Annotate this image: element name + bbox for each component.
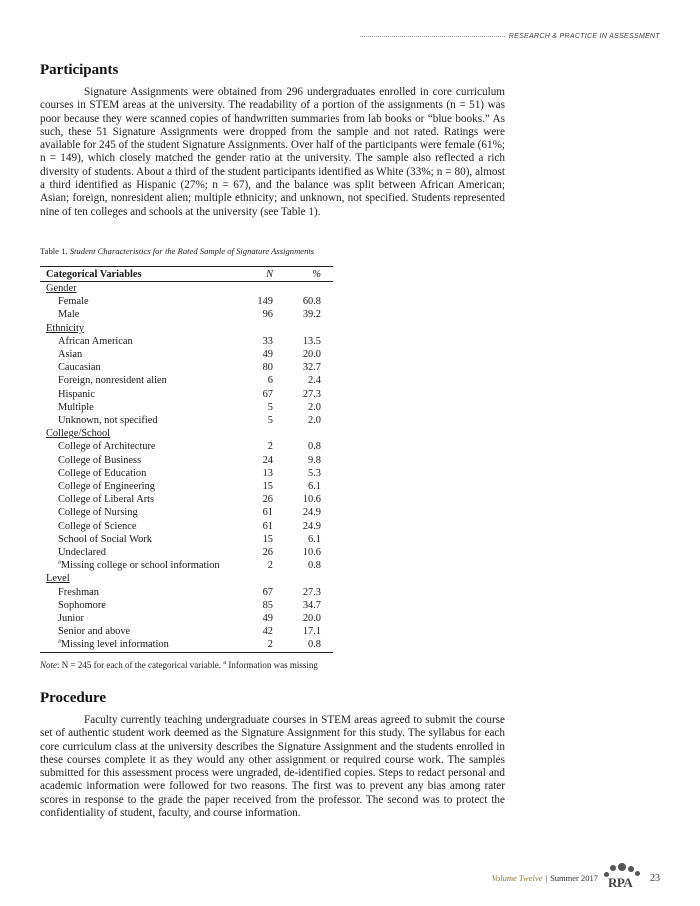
row-n: 61 bbox=[262, 507, 273, 519]
header-variables: Categorical Variables bbox=[40, 267, 237, 282]
row-pct: 39.2 bbox=[302, 309, 321, 321]
procedure-heading: Procedure bbox=[40, 690, 107, 706]
row-n: 2 bbox=[267, 560, 273, 572]
row-n: 15 bbox=[262, 533, 273, 545]
table-row bbox=[40, 533, 333, 546]
row-label bbox=[40, 414, 237, 427]
table-caption bbox=[40, 246, 314, 256]
journal-name: RESEARCH & PRACTICE IN ASSESSMENT bbox=[508, 33, 660, 40]
row-label bbox=[40, 493, 237, 506]
rpa-logo-icon bbox=[604, 863, 644, 893]
row-n: 85 bbox=[262, 599, 273, 611]
participants-heading: Participants bbox=[40, 62, 119, 78]
row-label-text: Multiple bbox=[58, 401, 94, 413]
row-n: 80 bbox=[262, 362, 273, 374]
row-label-text: Sophomore bbox=[58, 599, 106, 611]
row-label-text: Hispanic bbox=[58, 388, 95, 400]
row-label-text: Junior bbox=[58, 613, 84, 625]
group-label: Ethnicity bbox=[46, 322, 85, 334]
page-footer bbox=[492, 863, 660, 893]
page-number: 23 bbox=[650, 872, 660, 884]
note-superscript: a bbox=[223, 659, 227, 666]
note-text: : N = 245 for each of the categorical variable. bbox=[57, 660, 221, 670]
table-row bbox=[40, 546, 333, 559]
row-pct: 17.1 bbox=[302, 626, 321, 638]
table-row bbox=[40, 414, 333, 427]
row-n: 5 bbox=[267, 415, 273, 427]
table-row bbox=[40, 599, 333, 612]
row-label-text: Unknown, not specified bbox=[58, 415, 158, 427]
row-pct: 5.3 bbox=[308, 467, 321, 479]
row-label-text: Senior and above bbox=[58, 626, 131, 638]
row-label bbox=[40, 454, 237, 467]
table-row bbox=[40, 625, 333, 638]
row-n: 49 bbox=[262, 613, 273, 625]
table-group-row bbox=[40, 322, 333, 335]
row-pct: 9.8 bbox=[308, 454, 321, 466]
row-label-text: Foreign, nonresident alien bbox=[58, 375, 167, 387]
row-label-text: Undeclared bbox=[58, 547, 106, 559]
row-label bbox=[40, 480, 237, 493]
logo-dot bbox=[628, 866, 634, 872]
row-label-text: Male bbox=[58, 309, 80, 321]
row-label bbox=[40, 506, 237, 519]
table-row bbox=[40, 493, 333, 506]
table-caption-title: Student Characteristics for the Rated Sample of Signature Assignments bbox=[69, 246, 315, 256]
row-n: 24 bbox=[262, 454, 273, 466]
row-pct: 2.0 bbox=[308, 401, 321, 413]
row-pct: 32.7 bbox=[302, 362, 321, 374]
note-label: Note bbox=[40, 660, 57, 670]
row-label-text: Female bbox=[58, 296, 89, 308]
row-n: 2 bbox=[237, 638, 285, 652]
row-label bbox=[40, 388, 237, 401]
row-pct: 24.9 bbox=[302, 520, 321, 532]
group-label: College/School bbox=[46, 428, 111, 440]
row-label bbox=[40, 599, 237, 612]
table-row bbox=[40, 520, 333, 533]
row-label bbox=[40, 546, 237, 559]
footer-issue: Summer 2017 bbox=[550, 873, 598, 883]
row-label-text: Missing level information bbox=[60, 639, 169, 651]
table-note bbox=[40, 660, 318, 670]
table-row bbox=[40, 586, 333, 599]
table-row bbox=[40, 295, 333, 308]
row-n: 5 bbox=[267, 401, 273, 413]
row-label bbox=[40, 335, 237, 348]
row-label bbox=[40, 533, 237, 546]
table-group-row bbox=[40, 572, 333, 585]
row-n: 2 bbox=[267, 441, 273, 453]
row-superscript: a bbox=[58, 558, 61, 566]
row-pct: 2.4 bbox=[308, 375, 321, 387]
participants-paragraph: Signature Assignments were obtained from 296 undergraduates enrolled in core curriculum courses in STEM areas at the university. The readability of a portion of the assignments (n = 51) was poor because they were scanned copies of handwritten summaries from lab books or “blue books.” As such, these 51 Signature Assignments were dropped from the sample and not rated. Ratings were available for 245 of the student Signature Assignments. Over half of the participants were female (61%; n = 149), which closely matched the gender ratio at the university. The sample also reflected a rich diversity of students. About a third of the student participants identified as White (33%; n = 80), almost a third identified as Hispanic (27%; n = 67), and the balance was split between African American; Asian; foreign, nonresident alien; multiple ethnicity; and unknown, not specified. Students represented nine of ten colleges and schools at the university (see Table 1). bbox=[40, 86, 505, 218]
table-row bbox=[40, 454, 333, 467]
row-label bbox=[40, 638, 237, 652]
row-n: 26 bbox=[262, 494, 273, 506]
table-row bbox=[40, 335, 333, 348]
note-tail: Information was missing bbox=[226, 660, 318, 670]
row-pct: 34.7 bbox=[302, 599, 321, 611]
row-label bbox=[40, 308, 237, 321]
row-pct: 10.6 bbox=[302, 547, 321, 559]
table-row bbox=[40, 401, 333, 414]
table-row bbox=[40, 374, 333, 387]
row-label-text: College of Nursing bbox=[58, 507, 138, 519]
header-n: N bbox=[237, 267, 285, 282]
table-row bbox=[40, 440, 333, 453]
student-characteristics-table bbox=[40, 266, 333, 653]
group-label: Level bbox=[46, 573, 70, 585]
row-pct: 60.8 bbox=[302, 296, 321, 308]
row-n: 49 bbox=[262, 349, 273, 361]
row-label bbox=[40, 625, 237, 638]
table-row bbox=[40, 612, 333, 625]
row-n: 13 bbox=[262, 467, 273, 479]
row-pct: 0.8 bbox=[285, 638, 333, 652]
group-label: Gender bbox=[46, 283, 77, 294]
row-n: 96 bbox=[262, 309, 273, 321]
row-n: 6 bbox=[267, 375, 273, 387]
row-label-text: College of Education bbox=[58, 467, 147, 479]
row-label-text: School of Social Work bbox=[58, 533, 152, 545]
row-label-text: College of Architecture bbox=[58, 441, 156, 453]
row-label bbox=[40, 348, 237, 361]
row-pct: 10.6 bbox=[302, 494, 321, 506]
row-label bbox=[40, 361, 237, 374]
procedure-paragraph: Faculty currently teaching undergraduate courses in STEM areas agreed to submit the course set of authentic student work deemed as the Signature Assignment for this study. The syllabus for each core curriculum class at the university describes the Signature Assignment and the students enrolled in these courses complete it as they would any other assignment or required course work. The samples submitted for this assessment process were ungraded, de-identified copies. Steps to redact personal and academic information were followed for two reasons. The first was to prevent any bias among rater scores in response to the grade the paper received from the professor. The second was to protect the confidentiality of student, faculty, and course information. bbox=[40, 714, 505, 820]
row-pct: 2.0 bbox=[308, 415, 321, 427]
row-label-text: College of Liberal Arts bbox=[58, 494, 155, 506]
row-pct: 20.0 bbox=[302, 349, 321, 361]
table-header-row bbox=[40, 267, 333, 282]
row-pct: 27.3 bbox=[302, 586, 321, 598]
row-n: 61 bbox=[262, 520, 273, 532]
row-label bbox=[40, 374, 237, 387]
table-row bbox=[40, 388, 333, 401]
table-caption-label: Table 1. bbox=[40, 246, 68, 256]
row-label bbox=[40, 467, 237, 480]
row-label bbox=[40, 586, 237, 599]
table-group-row bbox=[40, 427, 333, 440]
row-n: 42 bbox=[262, 626, 273, 638]
row-label bbox=[40, 520, 237, 533]
table-body bbox=[40, 282, 333, 653]
row-pct: 0.8 bbox=[308, 560, 321, 572]
row-label bbox=[40, 612, 237, 625]
logo-text: RPA bbox=[608, 875, 633, 890]
table-row bbox=[40, 308, 333, 321]
row-pct: 27.3 bbox=[302, 388, 321, 400]
table-row bbox=[40, 559, 333, 572]
table-row bbox=[40, 361, 333, 374]
row-n: 26 bbox=[262, 547, 273, 559]
logo-dot bbox=[610, 865, 616, 871]
row-label-text: College of Science bbox=[58, 520, 137, 532]
row-label-text: College of Business bbox=[58, 454, 142, 466]
table-row bbox=[40, 348, 333, 361]
row-n: 67 bbox=[262, 586, 273, 598]
row-label bbox=[40, 440, 237, 453]
row-n: 67 bbox=[262, 388, 273, 400]
table-row bbox=[40, 506, 333, 519]
row-label-text: College of Engineering bbox=[58, 481, 155, 493]
row-label-text: Missing college or school information bbox=[60, 560, 220, 572]
row-label-text: African American bbox=[58, 335, 133, 347]
row-label-text: Caucasian bbox=[58, 362, 101, 374]
row-superscript: a bbox=[58, 638, 61, 646]
table-row bbox=[40, 480, 333, 493]
row-pct: 24.9 bbox=[302, 507, 321, 519]
row-label bbox=[40, 295, 237, 308]
footer-volume: Volume Twelve bbox=[491, 873, 543, 883]
logo-dot bbox=[635, 871, 640, 876]
row-label-text: Freshman bbox=[58, 586, 99, 598]
table-row bbox=[40, 638, 333, 652]
logo-dot bbox=[618, 863, 626, 871]
table-row bbox=[40, 467, 333, 480]
header-pct: % bbox=[285, 267, 333, 282]
footer-separator: | bbox=[545, 873, 548, 883]
table-group-row bbox=[40, 282, 333, 296]
row-n: 15 bbox=[262, 481, 273, 493]
row-n: 33 bbox=[262, 335, 273, 347]
row-label-text: Asian bbox=[58, 349, 83, 361]
row-pct: 0.8 bbox=[308, 441, 321, 453]
running-head bbox=[360, 33, 660, 40]
row-label bbox=[40, 559, 237, 572]
row-n: 149 bbox=[257, 296, 273, 308]
row-pct: 20.0 bbox=[302, 613, 321, 625]
row-label bbox=[40, 401, 237, 414]
row-pct: 13.5 bbox=[302, 335, 321, 347]
row-pct: 6.1 bbox=[308, 481, 321, 493]
running-head-rule bbox=[360, 36, 505, 37]
row-pct: 6.1 bbox=[308, 533, 321, 545]
